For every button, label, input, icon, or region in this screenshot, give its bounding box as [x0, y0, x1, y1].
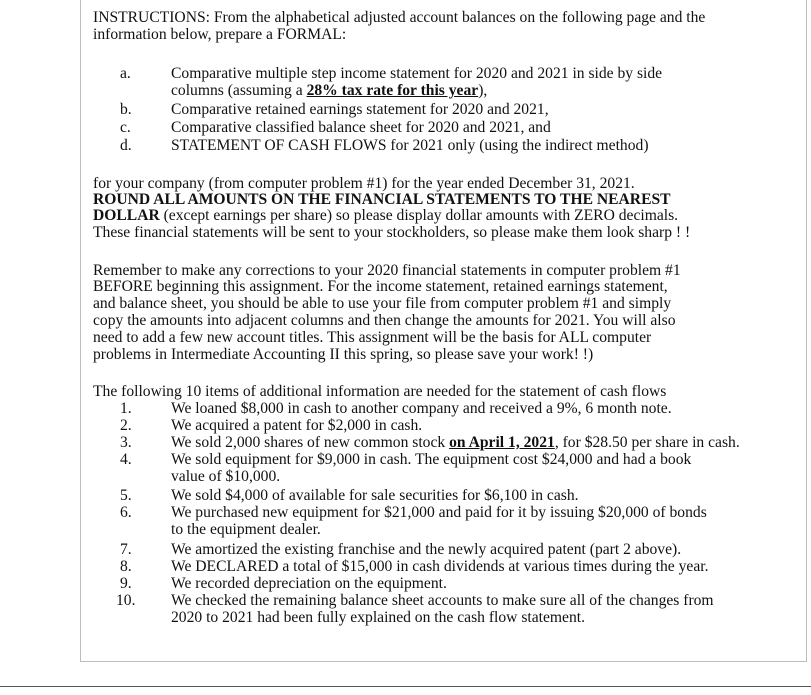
statement-c-text: Comparative classified balance sheet for 2020 and 2021, and [171, 119, 551, 136]
item-5-text: We sold $4,000 of available for sale securities for $6,100 in cash. [171, 487, 579, 504]
item-4-text-cont: value of $10,000. [171, 468, 281, 485]
item-number: 6. [120, 504, 132, 521]
item-number: 5. [120, 487, 132, 504]
rounding-heading: ROUND ALL AMOUNTS ON THE FINANCIAL STATEMENTS TO THE NEAREST [93, 191, 671, 208]
tax-rate-emphasis: 28% tax rate for this year [306, 82, 479, 99]
item-number: 4. [120, 451, 132, 468]
company-para-line-3: DOLLAR (except earnings per share) so please display dollar amounts with ZERO decimals. [93, 207, 679, 224]
bottom-divider [0, 686, 811, 687]
remember-line-5: need to add a few new account titles. This assignment will be the basis for ALL computer [93, 329, 652, 346]
item-2-text: We acquired a patent for $2,000 in cash. [171, 417, 423, 434]
item-number: 2. [120, 417, 132, 434]
item-8-text: We DECLARED a total of $15,000 in cash dividends at various times during the year. [171, 558, 709, 575]
remember-line-3: and balance sheet, you should be able to use your file from computer problem #1 and simply [93, 295, 672, 312]
remember-line-2: BEFORE beginning this assignment. For the income statement, retained earnings statement, [93, 278, 668, 295]
item-7-text: We amortized the existing franchise and the newly acquired patent (part 2 above). [171, 541, 682, 558]
company-para-line-4: These financial statements will be sent to your stockholders, so please make them look sharp ! ! [93, 224, 691, 241]
statement-b-text: Comparative retained earnings statement for 2020 and 2021, [171, 101, 549, 118]
statement-a-text: Comparative multiple step income statement for 2020 and 2021 in side by side [171, 65, 663, 82]
remember-line-6: problems in Intermediate Accounting II this spring, so please save your work! !) [93, 346, 594, 363]
item-10-text-cont: 2020 to 2021 had been fully explained on the cash flow statement. [171, 609, 585, 626]
instructions-line-1: INSTRUCTIONS: From the alphabetical adjusted account balances on the following page and the [93, 9, 706, 26]
item-number: 1. [120, 400, 132, 417]
cash-flow-heading: The following 10 items of additional information are needed for the statement of cash flows [93, 383, 667, 400]
stock-date-emphasis: on April 1, 2021 [449, 434, 555, 451]
item-number: 3. [120, 434, 132, 451]
statement-a-continued: columns (assuming a 28% tax rate for this year), [171, 82, 488, 99]
item-number: 10. [116, 592, 136, 609]
item-3-text: We sold 2,000 shares of new common stock on April 1, 2021, for $28.50 per share in cash. [171, 434, 740, 451]
item-6-text: We purchased new equipment for $21,000 and paid for it by issuing $20,000 of bonds [171, 504, 707, 521]
company-para-line-1: for your company (from computer problem #1) for the year ended December 31, 2021. [93, 175, 635, 192]
statement-letter-d: d. [120, 137, 132, 154]
statement-letter-c: c. [120, 119, 131, 136]
remember-line-1: Remember to make any corrections to your 2020 financial statements in computer problem #1 [93, 262, 681, 279]
item-number: 9. [120, 575, 132, 592]
item-number: 8. [120, 558, 132, 575]
item-4-text: We sold equipment for $9,000 in cash. The equipment cost $24,000 and had a book [171, 451, 692, 468]
statement-d-text: STATEMENT OF CASH FLOWS for 2021 only (using the indirect method) [171, 137, 649, 154]
item-9-text: We recorded depreciation on the equipment. [171, 575, 447, 592]
item-6-text-cont: to the equipment dealer. [171, 521, 321, 538]
statement-letter-a: a. [120, 65, 131, 82]
item-10-text: We checked the remaining balance sheet accounts to make sure all of the changes from [171, 592, 714, 609]
statement-letter-b: b. [120, 101, 132, 118]
remember-line-4: copy the amounts into adjacent columns and then change the amounts for 2021. You will also [93, 312, 676, 329]
item-1-text: We loaned $8,000 in cash to another company and received a 9%, 6 month note. [171, 400, 672, 417]
instructions-line-2: information below, prepare a FORMAL: [93, 26, 347, 43]
item-number: 7. [120, 541, 132, 558]
